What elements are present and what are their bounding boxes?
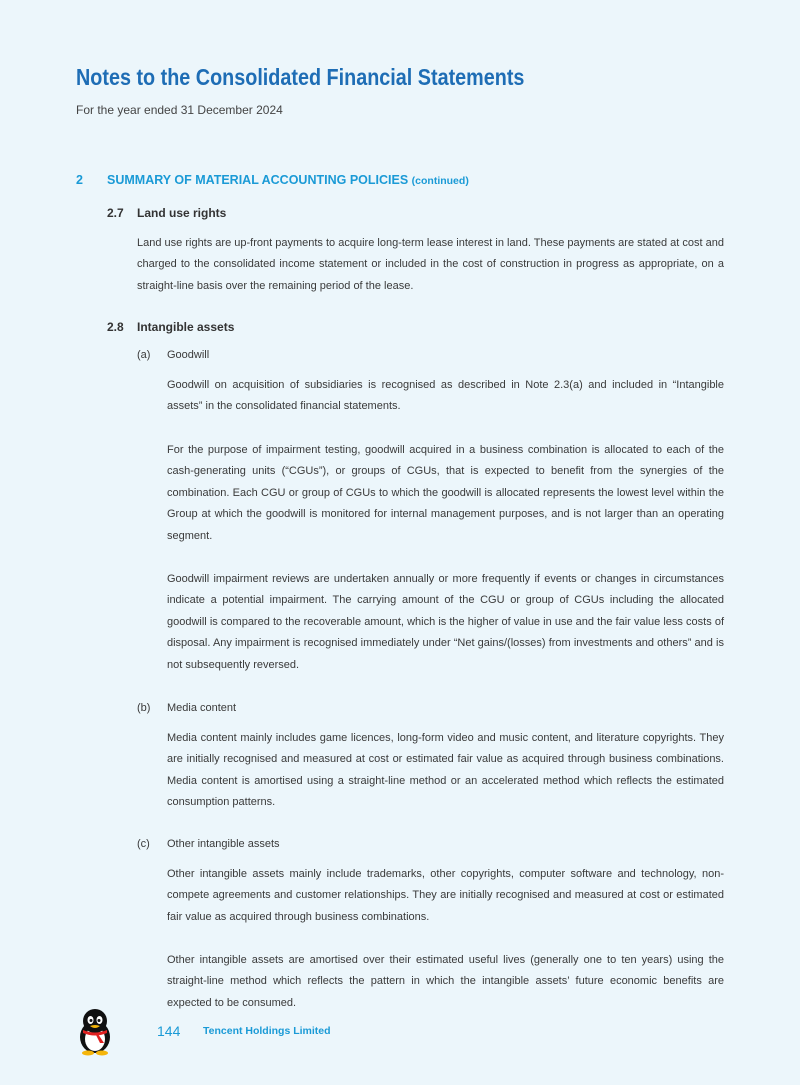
subsection-number-land-use: 2.7: [107, 206, 124, 220]
goodwill-paragraph-1: Goodwill on acquisition of subsidiaries is recognised as described in Note 2.3(a) and included in “Intangible assets” in the consolidated financial statements.: [167, 379, 724, 413]
item-label-media: (b): [137, 702, 151, 714]
item-title-goodwill: Goodwill: [167, 349, 210, 361]
land-use-paragraph: Land use rights are up-front payments to acquire long-term lease interest in land. These payments are stated at cost and charged to the consolidated income statement or included in the cost of construction in progress as appropriate, on a straight-line basis over the remaining period of the lease.: [137, 237, 724, 292]
item-title-media: Media content: [167, 702, 237, 714]
subsection-title-land-use: Land use rights: [137, 206, 227, 220]
section-continued: (continued): [411, 175, 469, 187]
penguin-icon: [74, 1008, 116, 1056]
page-subtitle: For the year ended 31 December 2024: [76, 103, 283, 117]
other-paragraph-2: Other intangible assets are amortised over their estimated useful lives (generally one to ten years) using the straight-line method which reflects the pattern in which the intangible assets’ future economic benefits are expected to be consumed.: [167, 954, 724, 1009]
item-label-goodwill: (a): [137, 349, 151, 361]
media-paragraph: Media content mainly includes game licences, long-form video and music content, and literature copyrights. They are initially recognised and measured at cost or estimated fair value as acquired through business combinations. Media content is amortised using a straight-line method or an accelerated method which reflects the estimated consumption patterns.: [167, 732, 724, 809]
item-label-other: (c): [137, 838, 150, 850]
item-title-other: Other intangible assets: [167, 838, 280, 850]
company-name: Tencent Holdings Limited: [203, 1025, 331, 1037]
subsection-title-intangible: Intangible assets: [137, 320, 235, 334]
section-heading: [107, 173, 469, 187]
page-title: Notes to the Consolidated Financial Statements: [76, 64, 525, 90]
page-number: 144: [157, 1023, 181, 1039]
goodwill-paragraph-3: Goodwill impairment reviews are undertaken annually or more frequently if events or changes in circumstances indicate a potential impairment. The carrying amount of the CGU or group of CGUs including the allocated goodwill is compared to the recoverable amount, which is the higher of value in use and the fair value less costs of disposal. Any impairment is recognised immediately under “Net gains/(losses) from investments and others” and is not subsequently reversed.: [167, 573, 724, 671]
subsection-number-intangible: 2.8: [107, 320, 124, 334]
goodwill-paragraph-2: For the purpose of impairment testing, goodwill acquired in a business combination is allocated to each of the cash-generating units (“CGUs”), or groups of CGUs, that is expected to benefit from the synergies of the combination. Each CGU or group of CGUs to which the goodwill is allocated represents the lowest level within the Group at which the goodwill is monitored for internal management purposes, and is not larger than an operating segment.: [167, 444, 724, 542]
section-number: 2: [76, 173, 83, 187]
other-paragraph-1: Other intangible assets mainly include trademarks, other copyrights, computer software and technology, non-compete agreements and customer relationships. They are initially recognised and measured at cost or estimated fair value as acquired through business combinations.: [167, 868, 724, 923]
section-title: SUMMARY OF MATERIAL ACCOUNTING POLICIES: [107, 173, 409, 187]
